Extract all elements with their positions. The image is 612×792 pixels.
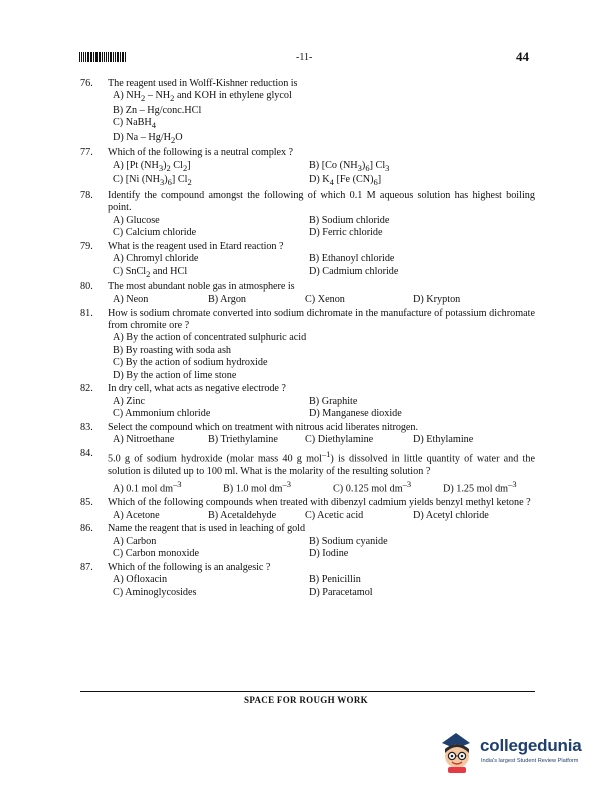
option-c[interactable]: C) Diethylamine [305, 434, 374, 446]
options [113, 160, 535, 189]
question-number: 76. [80, 78, 93, 89]
option-c[interactable]: C) By the action of sodium hydroxide [113, 357, 268, 369]
question-text: How is sodium chromate converted into sodium dichromate in the manufacture of potassium dichromate from chromite ore ? [108, 307, 535, 331]
option-d[interactable]: D) Iodine [309, 548, 349, 560]
options [113, 434, 535, 446]
option-d[interactable]: D) Ferric chloride [309, 227, 383, 239]
question-text: Which of the following compounds when treated with dibenzyl cadmium yields benzyl methyl ketone ? [108, 497, 531, 509]
question-text: The most abundant noble gas in atmosphere is [108, 281, 295, 293]
option-d[interactable]: D) Ethylamine [413, 434, 474, 446]
option-d[interactable]: D) Manganese dioxide [309, 408, 402, 420]
options [113, 332, 535, 382]
options [113, 90, 535, 146]
option-c[interactable]: C) NaBH$_4$ [113, 117, 157, 131]
question-text: 5.0 g of sodium hydroxide (molar mass 40 g mol$^{-1}$) is dissolved in little quantity of water and the solution is diluted up to 100 ml. What is the molarity of the resulting solution ? [108, 448, 535, 477]
question-text: Name the reagent that is used in leaching of gold [108, 523, 305, 535]
barcode [79, 52, 127, 62]
option-d[interactable]: D) Na – $Hg/H_2O$ [113, 131, 183, 145]
option-a[interactable]: A) Chromyl chloride [113, 253, 199, 265]
option-b[interactable]: B) Sodium cyanide [309, 535, 388, 547]
option-d[interactable]: D) By the action of lime stone [113, 369, 237, 381]
option-a[interactable]: A) Glucose [113, 214, 160, 226]
options [113, 478, 535, 496]
question-85 [80, 497, 535, 522]
series-number: 44 [516, 49, 529, 64]
question-number: 85. [80, 497, 93, 509]
option-d[interactable]: D) $K_4$ [Fe $(CN)_6$] [309, 174, 382, 188]
option-b[interactable]: B) Ethanoyl chloride [309, 253, 395, 265]
options [113, 574, 535, 599]
brand-tagline: India's largest Student Review Platform [481, 758, 579, 764]
question-77 [80, 147, 535, 188]
options [113, 215, 535, 240]
option-b[interactable]: B) [Co $(NH_3)_6$] $Cl_3$ [309, 159, 390, 173]
question-text: Which of the following is a neutral complex ? [108, 147, 294, 159]
question-78 [80, 190, 535, 240]
question-87 [80, 562, 535, 599]
question-text: Select the compound which on treatment with nitrous acid liberates nitrogen. [108, 421, 418, 433]
option-a[interactable]: A) Neon [113, 293, 149, 305]
option-c[interactable]: C) 0.125 mol $dm^{-3}$ [333, 479, 412, 495]
question-text: What is the reagent used in Etard reaction ? [108, 240, 284, 252]
question-list [80, 78, 535, 600]
option-c[interactable]: C) Acetic acid [305, 509, 364, 521]
option-a[interactable]: A) $NH_2 - NH_2$ and KOH in ethylene glycol [113, 90, 292, 104]
option-c[interactable]: C) [Ni $(NH_3)_6$] $Cl_2$ [113, 174, 192, 188]
option-b[interactable]: B) Zn – Hg/conc.HCl [113, 104, 202, 116]
question-81 [80, 308, 535, 382]
option-a[interactable]: A) Ofloxacin [113, 574, 168, 586]
divider [80, 691, 535, 692]
option-d[interactable]: D) Cadmium chloride [309, 265, 399, 277]
option-b[interactable]: B) Acetaldehyde [208, 509, 277, 521]
option-d[interactable]: D) Acetyl chloride [413, 509, 489, 521]
option-c[interactable]: C) Xenon [305, 293, 345, 305]
question-number: 87. [80, 561, 93, 573]
option-b[interactable]: B) Triethylamine [208, 434, 278, 446]
options [113, 536, 535, 561]
question-83 [80, 422, 535, 447]
option-b[interactable]: B) Graphite [309, 395, 358, 407]
page-number: -11- [296, 52, 313, 63]
option-b[interactable]: B) By roasting with soda ash [113, 344, 231, 356]
option-d[interactable]: D) Krypton [413, 293, 461, 305]
options [113, 294, 535, 306]
question-84 [80, 448, 535, 496]
question-text: The reagent used in Wolff-Kishner reduction is [108, 78, 298, 89]
collegedunia-logo[interactable] [436, 727, 596, 775]
question-82 [80, 383, 535, 420]
option-d[interactable]: D) 1.25 mol $dm^{-3}$ [443, 479, 517, 495]
question-text: In dry cell, what acts as negative electrode ? [108, 383, 286, 395]
option-a[interactable]: A) Carbon [113, 535, 157, 547]
question-86 [80, 523, 535, 560]
question-80 [80, 281, 535, 306]
option-c[interactable]: C) SnCl$_2$ and HCl [113, 265, 188, 279]
question-76 [80, 78, 535, 146]
question-number: 77. [80, 147, 93, 159]
option-a[interactable]: A) Zinc [113, 395, 145, 407]
mascot-icon [436, 727, 478, 773]
option-c[interactable]: C) Carbon monoxide [113, 548, 200, 560]
option-c[interactable]: C) Aminoglycosides [113, 586, 197, 598]
option-a[interactable]: A) Acetone [113, 509, 160, 521]
option-c[interactable]: C) Ammonium chloride [113, 408, 211, 420]
options [113, 253, 535, 280]
option-a[interactable]: A) Nitroethane [113, 434, 175, 446]
question-text: Which of the following is an analgesic ? [108, 561, 271, 573]
question-number: 78. [80, 190, 93, 201]
question-number: 79. [80, 240, 93, 252]
question-79 [80, 241, 535, 280]
option-c[interactable]: C) Calcium chloride [113, 227, 197, 239]
option-a[interactable]: A) [Pt $(NH_3)_2$ $Cl_2$] [113, 159, 191, 173]
brand-name: collegedunia [480, 736, 582, 755]
option-d[interactable]: D) Paracetamol [309, 586, 373, 598]
question-number: 84. [80, 447, 93, 459]
question-number: 83. [80, 421, 93, 433]
option-b[interactable]: B) Sodium chloride [309, 214, 390, 226]
options [113, 396, 535, 421]
option-a[interactable]: A) 0.1 mol $dm^{-3}$ [113, 479, 182, 495]
question-text: Identify the compound amongst the following of which 0.1 M aqueous solution has highest boiling point. [108, 190, 535, 214]
question-number: 86. [80, 523, 93, 535]
question-number: 81. [80, 307, 93, 319]
option-b[interactable]: B) Penicillin [309, 574, 361, 586]
question-number: 80. [80, 281, 93, 293]
options [113, 510, 535, 522]
rough-work-label: SPACE FOR ROUGH WORK [244, 695, 368, 705]
option-b[interactable]: B) 1.0 mol $dm^{-3}$ [223, 479, 291, 495]
option-a[interactable]: A) By the action of concentrated sulphuric acid [113, 332, 307, 344]
option-b[interactable]: B) Argon [208, 293, 247, 305]
question-number: 82. [80, 383, 93, 395]
